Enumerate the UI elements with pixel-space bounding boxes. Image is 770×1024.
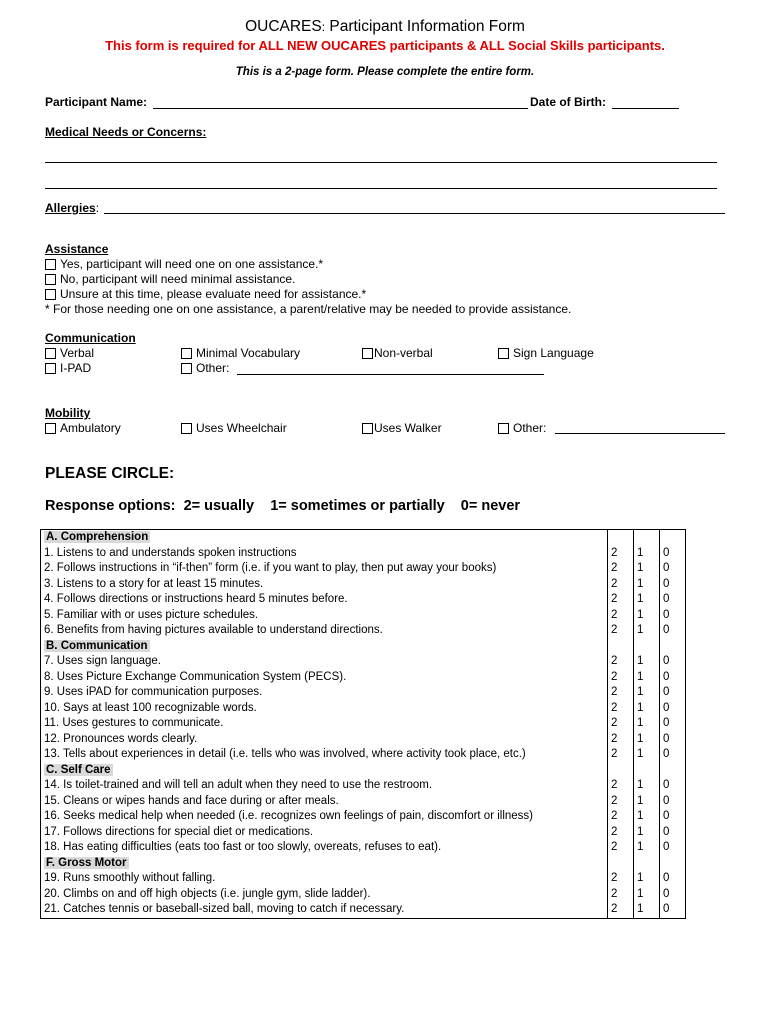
comm-other[interactable] bbox=[181, 361, 229, 375]
rating-option-1[interactable]: 1 bbox=[634, 561, 660, 577]
rating-option-0[interactable]: 0 bbox=[660, 809, 686, 825]
allergies-field[interactable] bbox=[104, 213, 725, 214]
item-text: 8. Uses Picture Exchange Communication System (PECS). bbox=[41, 670, 608, 686]
rating-option-0[interactable]: 0 bbox=[660, 747, 686, 763]
table-row bbox=[41, 840, 686, 856]
rating-option-2[interactable]: 2 bbox=[608, 902, 634, 918]
table-row bbox=[41, 747, 686, 763]
table-row bbox=[41, 825, 686, 841]
allergies-label-text: Allergies bbox=[45, 201, 96, 215]
empty-cell bbox=[634, 530, 660, 546]
table-row bbox=[41, 732, 686, 748]
checkbox-icon[interactable] bbox=[362, 348, 373, 359]
assistance-heading: Assistance bbox=[45, 242, 109, 256]
table-row bbox=[41, 577, 686, 593]
item-text: 17. Follows directions for special diet or medications. bbox=[41, 825, 608, 841]
assistance-option-unsure[interactable] bbox=[45, 287, 366, 301]
item-text: 13. Tells about experiences in detail (i.e. tells who was involved, where activity took place, etc.) bbox=[41, 747, 608, 763]
rating-option-0[interactable]: 0 bbox=[660, 577, 686, 593]
table-row bbox=[41, 561, 686, 577]
rating-option-0[interactable]: 0 bbox=[660, 825, 686, 841]
empty-cell bbox=[660, 763, 686, 779]
item-text: 9. Uses iPAD for communication purposes. bbox=[41, 685, 608, 701]
checkbox-icon[interactable] bbox=[45, 363, 56, 374]
rating-option-1[interactable]: 1 bbox=[634, 608, 660, 624]
participant-name-label: Participant Name: bbox=[45, 95, 148, 109]
rating-option-2[interactable]: 2 bbox=[608, 654, 634, 670]
dob-field[interactable] bbox=[612, 108, 679, 109]
medical-label: Medical Needs or Concerns: bbox=[45, 125, 207, 139]
rating-option-0[interactable]: 0 bbox=[660, 701, 686, 717]
section-label: A. Comprehension bbox=[46, 531, 149, 543]
empty-cell bbox=[660, 856, 686, 872]
comm-verbal-label: Verbal bbox=[60, 346, 95, 360]
rating-option-1[interactable]: 1 bbox=[634, 778, 660, 794]
checkbox-icon[interactable] bbox=[362, 423, 373, 434]
item-text: 3. Listens to a story for at least 15 minutes. bbox=[41, 577, 608, 593]
rating-option-1[interactable]: 1 bbox=[634, 825, 660, 841]
required-note: This form is required for ALL NEW OUCARES participants & ALL Social Skills participants. bbox=[105, 38, 665, 53]
table-row bbox=[41, 871, 686, 887]
empty-cell bbox=[608, 530, 634, 546]
comm-nonverbal[interactable] bbox=[362, 346, 433, 360]
rating-option-0[interactable]: 0 bbox=[660, 670, 686, 686]
participant-name-field[interactable] bbox=[153, 108, 528, 109]
section-header-cell bbox=[41, 639, 608, 655]
table-row bbox=[41, 902, 686, 918]
rating-option-2[interactable]: 2 bbox=[608, 608, 634, 624]
rating-option-2[interactable]: 2 bbox=[608, 577, 634, 593]
assistance-option-yes[interactable] bbox=[45, 257, 323, 271]
rating-option-0[interactable]: 0 bbox=[660, 685, 686, 701]
section-header-row bbox=[41, 530, 686, 546]
item-text: 20. Climbs on and off high objects (i.e. jungle gym, slide ladder). bbox=[41, 887, 608, 903]
item-text: 5. Familiar with or uses picture schedules. bbox=[41, 608, 608, 624]
rating-option-2[interactable]: 2 bbox=[608, 840, 634, 856]
rating-option-1[interactable]: 1 bbox=[634, 902, 660, 918]
form-title bbox=[0, 18, 770, 36]
assistance-option-label: Yes, participant will need one on one assistance.* bbox=[60, 257, 324, 271]
checkbox-icon[interactable] bbox=[181, 423, 192, 434]
rating-option-0[interactable]: 0 bbox=[660, 871, 686, 887]
rating-option-2[interactable]: 2 bbox=[608, 546, 634, 562]
section-label: F. Gross Motor bbox=[46, 856, 127, 869]
title-rest: Participant Information Form bbox=[325, 18, 525, 35]
item-text: 2. Follows instructions in “if-then” form (i.e. if you want to play, then put away your books) bbox=[41, 561, 608, 577]
table-row bbox=[41, 716, 686, 732]
item-text: 7. Uses sign language. bbox=[41, 654, 608, 670]
section-header-cell bbox=[41, 530, 608, 546]
rating-option-0[interactable]: 0 bbox=[660, 902, 686, 918]
item-text: 12. Pronounces words clearly. bbox=[41, 732, 608, 748]
please-circle-heading: PLEASE CIRCLE: bbox=[45, 465, 175, 482]
rating-option-1[interactable]: 1 bbox=[634, 747, 660, 763]
item-text: 11. Uses gestures to communicate. bbox=[41, 716, 608, 732]
empty-cell bbox=[608, 856, 634, 872]
mobility-other[interactable] bbox=[498, 421, 546, 435]
medical-line-1[interactable] bbox=[45, 162, 717, 163]
rating-option-1[interactable]: 1 bbox=[634, 871, 660, 887]
comm-minimal-vocab[interactable] bbox=[181, 346, 300, 360]
mobility-walker-label: Uses Walker bbox=[374, 421, 442, 435]
item-text: 10. Says at least 100 recognizable words. bbox=[41, 701, 608, 717]
item-text: 18. Has eating difficulties (eats too fast or too slowly, overeats, refuses to eat). bbox=[41, 840, 608, 856]
rating-option-1[interactable]: 1 bbox=[634, 732, 660, 748]
empty-cell bbox=[634, 763, 660, 779]
rating-option-0[interactable]: 0 bbox=[660, 778, 686, 794]
rating-option-2[interactable]: 2 bbox=[608, 561, 634, 577]
rating-option-2[interactable]: 2 bbox=[608, 592, 634, 608]
rating-option-2[interactable]: 2 bbox=[608, 871, 634, 887]
table-row bbox=[41, 670, 686, 686]
two-page-note: This is a 2-page form. Please complete the entire form. bbox=[235, 66, 535, 78]
mobility-ambulatory[interactable] bbox=[45, 421, 121, 435]
rating-option-1[interactable]: 1 bbox=[634, 840, 660, 856]
rating-option-1[interactable]: 1 bbox=[634, 887, 660, 903]
item-text: 1. Listens to and understands spoken instructions bbox=[41, 546, 608, 562]
rating-option-2[interactable]: 2 bbox=[608, 794, 634, 810]
title-main: OUCARES bbox=[245, 18, 322, 35]
assistance-option-label: No, participant will need minimal assistance. bbox=[60, 272, 296, 286]
rating-option-0[interactable]: 0 bbox=[660, 561, 686, 577]
rating-option-2[interactable]: 2 bbox=[608, 716, 634, 732]
allergies-colon: : bbox=[95, 201, 100, 215]
rating-option-0[interactable]: 0 bbox=[660, 592, 686, 608]
table-row bbox=[41, 592, 686, 608]
checkbox-icon[interactable] bbox=[45, 274, 56, 285]
mobility-ambulatory-label: Ambulatory bbox=[60, 421, 121, 435]
empty-cell bbox=[634, 856, 660, 872]
item-text: 14. Is toilet-trained and will tell an adult when they need to use the restroom. bbox=[41, 778, 608, 794]
item-text: 6. Benefits from having pictures available to understand directions. bbox=[41, 623, 608, 639]
rating-option-0[interactable]: 0 bbox=[660, 654, 686, 670]
rating-option-0[interactable]: 0 bbox=[660, 732, 686, 748]
checkbox-icon[interactable] bbox=[45, 289, 56, 300]
item-text: 16. Seeks medical help when needed (i.e. recognizes own feelings of pain, discomfort or illness) bbox=[41, 809, 608, 825]
section-header-row bbox=[41, 763, 686, 779]
medical-line-2[interactable] bbox=[45, 188, 717, 189]
rating-option-1[interactable]: 1 bbox=[634, 685, 660, 701]
checkbox-icon[interactable] bbox=[181, 348, 192, 359]
allergies-label bbox=[45, 201, 99, 215]
checkbox-icon[interactable] bbox=[45, 423, 56, 434]
rating-option-2[interactable]: 2 bbox=[608, 701, 634, 717]
comm-other-label: Other: bbox=[196, 361, 230, 375]
rating-option-1[interactable]: 1 bbox=[634, 592, 660, 608]
comm-verbal[interactable] bbox=[45, 346, 94, 360]
mobility-walker[interactable] bbox=[362, 421, 442, 435]
rating-option-2[interactable]: 2 bbox=[608, 670, 634, 686]
empty-cell bbox=[660, 530, 686, 546]
section-header-row bbox=[41, 639, 686, 655]
section-header-row bbox=[41, 856, 686, 872]
mobility-other-field[interactable] bbox=[555, 433, 725, 434]
comm-nonverbal-label: Non-verbal bbox=[374, 346, 433, 360]
table-row bbox=[41, 685, 686, 701]
comm-ipad-label: I-PAD bbox=[60, 361, 92, 375]
item-text: 21. Catches tennis or baseball-sized ball, moving to catch if necessary. bbox=[41, 902, 608, 918]
checkbox-icon[interactable] bbox=[181, 363, 192, 374]
empty-cell bbox=[634, 639, 660, 655]
table-row bbox=[41, 809, 686, 825]
assistance-footnote: * For those needing one on one assistance, a parent/relative may be needed to provide assistance. bbox=[45, 302, 572, 316]
section-header-cell bbox=[41, 763, 608, 779]
section-header-cell bbox=[41, 856, 608, 872]
rating-option-2[interactable]: 2 bbox=[608, 887, 634, 903]
rating-table-body bbox=[41, 530, 686, 919]
rating-option-1[interactable]: 1 bbox=[634, 623, 660, 639]
checkbox-icon[interactable] bbox=[45, 259, 56, 270]
table-row bbox=[41, 654, 686, 670]
rating-option-0[interactable]: 0 bbox=[660, 887, 686, 903]
comm-other-field[interactable] bbox=[237, 374, 544, 375]
rating-option-1[interactable]: 1 bbox=[634, 654, 660, 670]
comm-sign-language-label: Sign Language bbox=[513, 346, 594, 360]
item-text: 4. Follows directions or instructions heard 5 minutes before. bbox=[41, 592, 608, 608]
item-text: 19. Runs smoothly without falling. bbox=[41, 871, 608, 887]
rating-option-0[interactable]: 0 bbox=[660, 794, 686, 810]
rating-option-1[interactable]: 1 bbox=[634, 701, 660, 717]
rating-table bbox=[40, 529, 686, 919]
rating-option-1[interactable]: 1 bbox=[634, 794, 660, 810]
dob-label: Date of Birth: bbox=[530, 95, 606, 109]
comm-sign-language[interactable] bbox=[498, 346, 594, 360]
checkbox-icon[interactable] bbox=[498, 348, 509, 359]
rating-option-1[interactable]: 1 bbox=[634, 546, 660, 562]
assistance-option-no[interactable] bbox=[45, 272, 295, 286]
rating-option-1[interactable]: 1 bbox=[634, 577, 660, 593]
rating-option-1[interactable]: 1 bbox=[634, 809, 660, 825]
rating-option-2[interactable]: 2 bbox=[608, 747, 634, 763]
rating-option-0[interactable]: 0 bbox=[660, 840, 686, 856]
mobility-heading: Mobility bbox=[45, 406, 91, 420]
section-label: B. Communication bbox=[46, 639, 148, 652]
empty-cell bbox=[608, 639, 634, 655]
comm-minimal-vocab-label: Minimal Vocabulary bbox=[196, 346, 301, 360]
mobility-wheelchair-label: Uses Wheelchair bbox=[196, 421, 287, 435]
communication-heading: Communication bbox=[45, 331, 136, 345]
table-row bbox=[41, 701, 686, 717]
rating-option-2[interactable]: 2 bbox=[608, 685, 634, 701]
assistance-option-label: Unsure at this time, please evaluate need for assistance.* bbox=[60, 287, 367, 301]
rating-option-1[interactable]: 1 bbox=[634, 670, 660, 686]
rating-option-2[interactable]: 2 bbox=[608, 809, 634, 825]
section-label: C. Self Care bbox=[46, 763, 111, 776]
rating-option-0[interactable]: 0 bbox=[660, 623, 686, 639]
checkbox-icon[interactable] bbox=[498, 423, 509, 434]
rating-option-2[interactable]: 2 bbox=[608, 825, 634, 841]
mobility-other-label: Other: bbox=[513, 421, 547, 435]
mobility-wheelchair[interactable] bbox=[181, 421, 287, 435]
empty-cell bbox=[608, 763, 634, 779]
rating-option-0[interactable]: 0 bbox=[660, 716, 686, 732]
table-row bbox=[41, 778, 686, 794]
rating-option-0[interactable]: 0 bbox=[660, 546, 686, 562]
title-colon: : bbox=[321, 20, 326, 34]
checkbox-icon[interactable] bbox=[45, 348, 56, 359]
table-row bbox=[41, 623, 686, 639]
table-row bbox=[41, 887, 686, 903]
empty-cell bbox=[660, 639, 686, 655]
item-text: 15. Cleans or wipes hands and face during or after meals. bbox=[41, 794, 608, 810]
table-row bbox=[41, 546, 686, 562]
rating-option-2[interactable]: 2 bbox=[608, 732, 634, 748]
rating-option-2[interactable]: 2 bbox=[608, 778, 634, 794]
response-options: Response options: 2= usually 1= sometimes or partially 0= never bbox=[45, 498, 521, 514]
rating-option-0[interactable]: 0 bbox=[660, 608, 686, 624]
table-row bbox=[41, 794, 686, 810]
comm-ipad[interactable] bbox=[45, 361, 91, 375]
rating-option-1[interactable]: 1 bbox=[634, 716, 660, 732]
rating-option-2[interactable]: 2 bbox=[608, 623, 634, 639]
table-row bbox=[41, 608, 686, 624]
